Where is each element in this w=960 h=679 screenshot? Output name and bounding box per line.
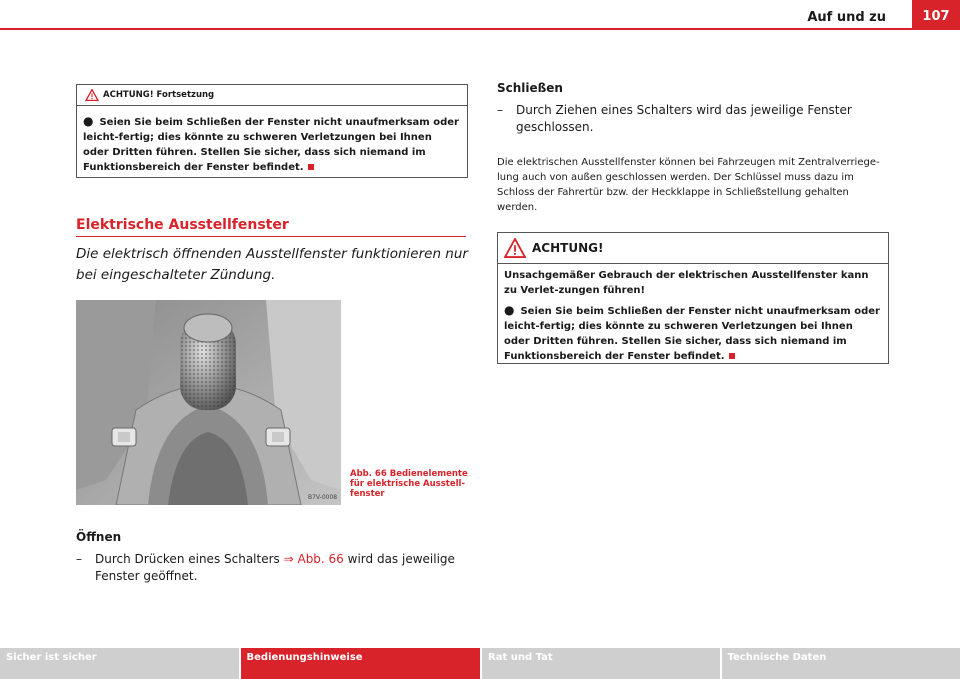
header-divider bbox=[0, 28, 960, 30]
warning-continued-title: ACHTUNG! Fortsetzung bbox=[103, 90, 215, 100]
warning-text: Unsachgemäßer Gebrauch der elektrischen Ausstellfenster kann zu Verlet-zungen führen! bbox=[504, 270, 869, 296]
warning-continued-bullet-text: Seien Sie beim Schließen der Fenster nicht unaufmerksam oder leicht-fertig; dies könnte zu schweren Verletzungen bei Ihnen oder Dritten führen. Stellen Sie sicher, dass sich niemand im Funktionsbereich der Fenster befindet. bbox=[83, 117, 459, 173]
footer-tab-bedienung[interactable]: Bedienungshinweise bbox=[241, 648, 481, 679]
warning-bullet-text: Seien Sie beim Schließen der Fenster nicht unaufmerksam oder leicht-fertig; dies könnte zu schweren Verletzungen bei Ihnen oder Dritten führen. Stellen Sie sicher, dass sich niemand im Funktionsbereich der Fenster befindet. bbox=[504, 306, 880, 362]
section-intro: Die elektrisch öffnenden Ausstellfenster funktionieren nur bei eingeschalteter Zündung. bbox=[76, 246, 468, 283]
warning-title: ACHTUNG! bbox=[532, 241, 604, 255]
figure-image bbox=[76, 300, 341, 505]
page-number: 107 bbox=[912, 0, 960, 28]
warning-continued-header bbox=[77, 85, 467, 106]
dash-marker: – bbox=[497, 103, 503, 117]
dash-marker: – bbox=[76, 552, 82, 566]
warning-continued-text bbox=[77, 106, 467, 175]
gear-shift-illustration bbox=[76, 300, 341, 505]
close-heading: Schließen bbox=[497, 81, 563, 95]
warning-triangle-icon bbox=[504, 238, 526, 258]
close-text: Durch Ziehen eines Schalters wird das jeweilige Fenster geschlossen. bbox=[516, 103, 852, 134]
bullet-icon: ● bbox=[504, 303, 515, 317]
open-text-after: wird das jeweilige Fenster geöffnet. bbox=[95, 552, 455, 583]
footer-tab-rat[interactable]: Rat und Tat bbox=[482, 648, 720, 679]
warning-header bbox=[498, 233, 888, 264]
end-marker-icon bbox=[729, 353, 735, 359]
open-text-before: Durch Drücken eines Schalters bbox=[95, 552, 284, 566]
figure-caption: Abb. 66 Bedienelemente für elektrische Ausstell-fenster bbox=[350, 469, 468, 499]
bullet-icon: ● bbox=[83, 114, 94, 128]
warning-box bbox=[497, 232, 889, 364]
warning-triangle-icon bbox=[85, 89, 99, 101]
close-instruction bbox=[497, 102, 877, 136]
page-title: Auf und zu bbox=[807, 10, 886, 25]
warning-continued-box bbox=[76, 84, 468, 178]
section-title: Elektrische Ausstellfenster bbox=[76, 217, 466, 237]
open-instruction bbox=[76, 551, 468, 585]
figure-reference-link[interactable]: ⇒ Abb. 66 bbox=[283, 552, 344, 566]
footer-tab-sicher[interactable]: Sicher ist sicher bbox=[0, 648, 239, 679]
footer-tab-technik[interactable]: Technische Daten bbox=[722, 648, 960, 679]
warning-bullet bbox=[498, 298, 888, 364]
footer-nav bbox=[0, 648, 960, 679]
open-heading: Öffnen bbox=[76, 530, 122, 544]
body-paragraph: Die elektrischen Ausstellfenster können bei Fahrzeugen mit Zentralverriege-lung auch von außen geschlossen werden. Der Schlüssel muss dazu im Schloss der Fahrertür bzw. der Heckklappe in Schließstellung gehalten werden. bbox=[497, 157, 880, 213]
end-marker-icon bbox=[308, 164, 314, 170]
figure-code: B7V-0008 bbox=[308, 494, 338, 501]
